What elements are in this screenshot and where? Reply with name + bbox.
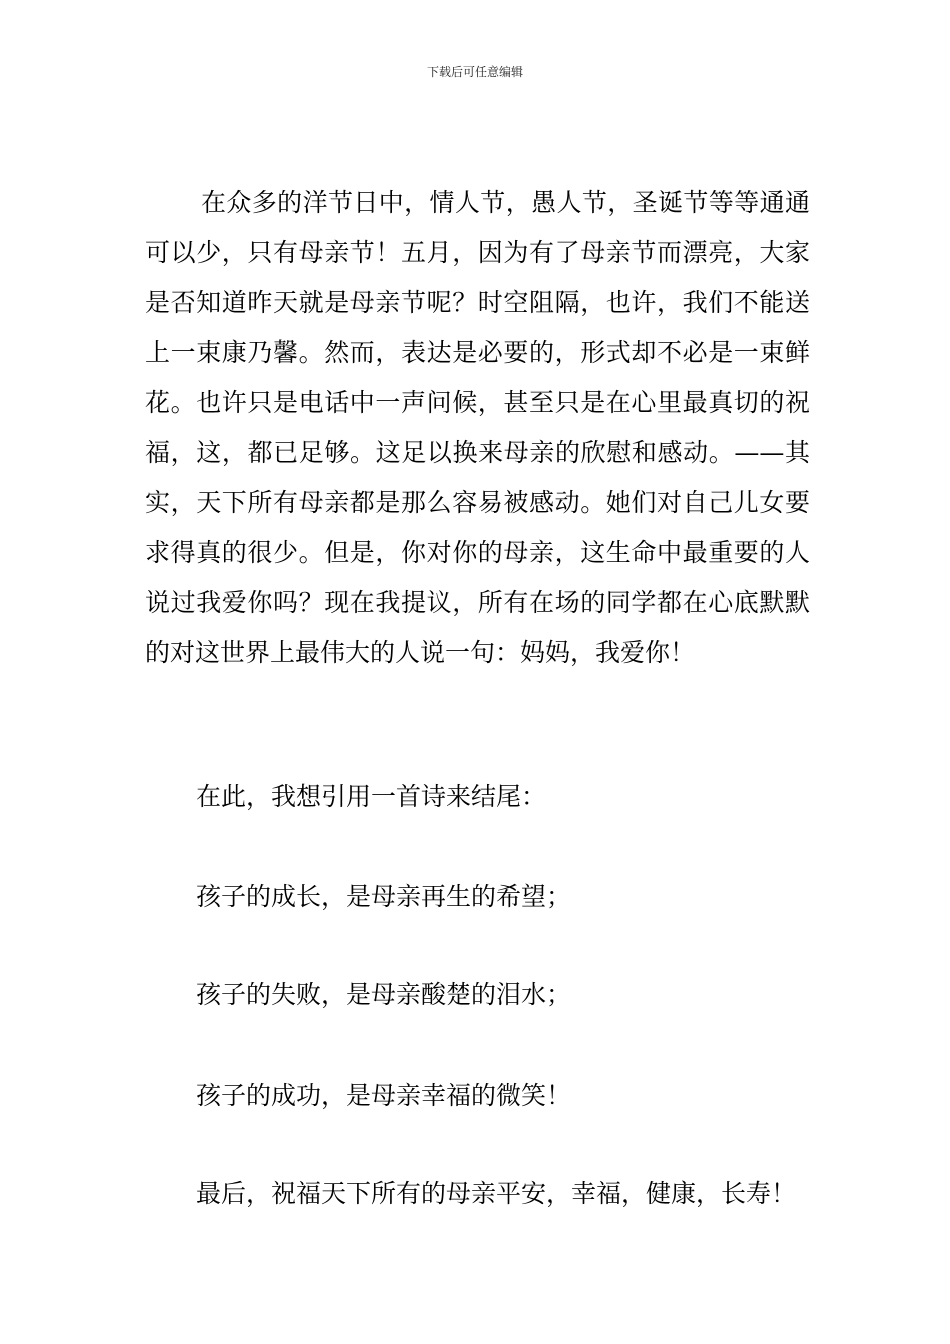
closing-line: 最后，祝福天下所有的母亲平安，幸福，健康，长寿！ bbox=[196, 1179, 797, 1208]
header-note: 下载后可任意编辑 bbox=[426, 65, 523, 79]
main-paragraph: 在众多的洋节日中，情人节，愚人节，圣诞节等等通通可以少，只有母亲节！五月，因为有了母亲节而漂亮，大家是否知道昨天就是母亲节呢？时空阻隔，也许，我们不能送上一束康乃馨。然而，表达是必要的，形式却不必是一束鲜花。也许只是电话中一声问候，甚至只是在心里最真切的祝福，这，都已足够。这足以换来母亲的欣慰和感动。——其实，天下所有母亲都是那么容易被感动。她们对自己儿女要求得真的很少。但是，你对你的母亲，这生命中最重要的人说过我爱你吗？现在我提议，所有在场的同学都在心底默默的对这世界上最伟大的人说一句：妈妈，我爱你！ bbox=[145, 188, 810, 667]
poem-line-2: 孩子的失败，是母亲酸楚的泪水； bbox=[196, 980, 572, 1009]
poem-line-1: 孩子的成长，是母亲再生的希望； bbox=[196, 882, 572, 911]
intro-line: 在此，我想引用一首诗来结尾： bbox=[196, 782, 547, 811]
poem-line-3: 孩子的成功，是母亲幸福的微笑！ bbox=[196, 1081, 572, 1110]
